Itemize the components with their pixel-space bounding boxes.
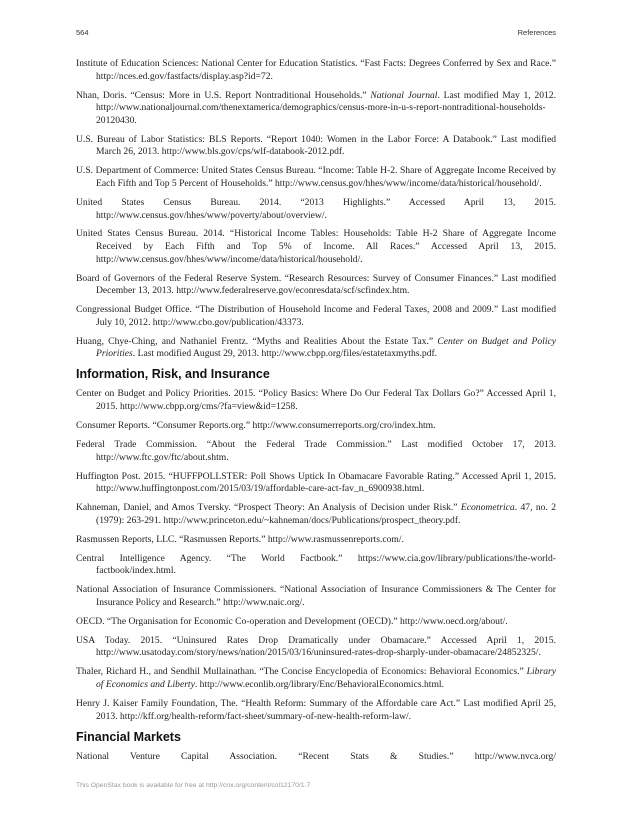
section-heading: Information, Risk, and Insurance <box>76 367 270 382</box>
reference-group <box>76 751 556 764</box>
reference-entry: U.S. Department of Commerce: United States Census Bureau. “Income: Table H-2. Share of Aggregate Income Received by Each Fifth and Top 5 Percent of Households.” http://www.census.gov/hhes/www/income/data/historical/household/. <box>76 165 556 189</box>
reference-text: . http://www.econlib.org/library/Enc/BehavioralEconomics.html. <box>194 678 444 690</box>
reference-entry: Congressional Budget Office. “The Distribution of Household Income and Federal Taxes, 2008 and 2009.” Last modified July 10, 2012. http://www.cbo.gov/publication/43373. <box>76 304 556 328</box>
reference-group <box>76 388 556 723</box>
reference-entry: Board of Governors of the Federal Reserve System. “Research Resources: Survey of Consumer Finances.” Last modified December 13, 2013. http://www.federalreserve.gov/econresdata/scf/scfindex.htm. <box>76 272 556 297</box>
reference-entry: Henry J. Kaiser Family Foundation, The. “Health Reform: Summary of the Affordable care Act.” Last modified April 25, 2013. http://kff.org/health-reform/fact-sheet/summary-of-new-health-reform-law/. <box>76 697 556 722</box>
italic-title: National Journal <box>370 89 438 101</box>
italic-title: Econometrica <box>460 502 515 514</box>
footer-note: This OpenStax book is available for free at http://cnx.org/content/col12170/1.7 <box>76 782 311 789</box>
reference-entry: United States Census Bureau. 2014. “2013 Highlights.” Accessed April 13, 2015. http://www.census.gov/hhes/www/poverty/about/overview/. <box>76 196 556 221</box>
reference-entry <box>76 666 556 691</box>
section-title: References <box>517 28 556 37</box>
reference-entry: U.S. Bureau of Labor Statistics: BLS Reports. “Report 1040: Women in the Labor Force: A Databook.” Last modified March 26, 2013. http://www.bls.gov/cps/wlf-databook-2012.pdf. <box>76 133 556 158</box>
reference-entry <box>76 90 556 128</box>
section-heading: Financial Markets <box>76 729 181 744</box>
reference-entry: Consumer Reports. “Consumer Reports.org.” http://www.consumerreports.org/cro/index.htm. <box>76 419 436 431</box>
reference-entry: Federal Trade Commission. “About the Federal Trade Commission.” Last modified October 17, 2013. http://www.ftc.gov/ftc/about.shtm. <box>76 438 556 463</box>
page-number: 564 <box>76 28 89 37</box>
reference-entry: Huffington Post. 2015. “HUFFPOLLSTER: Poll Shows Uptick In Obamacare Favorable Rating.” Accessed April 1, 2015. http://www.huffingtonpost.com/2015/03/19/affordable-care-act-fav_n_6900938.html. <box>76 470 556 495</box>
reference-entry: United States Census Bureau. 2014. “Historical Income Tables: Households: Table H-2 Share of Aggregate Income Received by Each Fifth and Top 5% of Income. All Races.” Accessed April 13, 2015. http://www.census.gov/hhes/www/income/data/historical/household/. <box>76 228 556 265</box>
reference-entry: National Association of Insurance Commissioners. “National Association of Insurance Commissioners & The Center for Insurance Policy and Research.” http://www.naic.org/. <box>76 584 556 608</box>
italic-title: Library of Economics and Liberty <box>96 666 556 690</box>
reference-text: . 47, no. 2 (1979): 263-291. http://www.princeton.edu/~kahneman/docs/Publications/prospect_theory.pdf. <box>96 502 556 526</box>
reference-group <box>76 58 556 361</box>
reference-text: . Last modified May 1, 2012. http://www.nationaljournal.com/thenextamerica/demographics/census-more-in-u-s-report-nontraditional-households-20120430. <box>96 89 556 126</box>
reference-entry <box>76 502 556 527</box>
reference-entry: Rasmussen Reports, LLC. “Rasmussen Reports.” http://www.rasmussenreports.com/. <box>76 533 404 545</box>
reference-text: Huang, Chye-Ching, and Nathaniel Frentz. “Myths and Realities About the Estate Tax.” <box>76 335 438 347</box>
reference-entry: Central Intelligence Agency. “The World Factbook.” https://www.cia.gov/library/publications/the-world-factbook/index.html. <box>76 552 556 577</box>
reference-entry: National Venture Capital Association. “Recent Stats & Studies.” http://www.nvca.org/ <box>76 750 556 762</box>
reference-entry: USA Today. 2015. “Uninsured Rates Drop Dramatically under Obamacare.” Accessed April 1, 2015. http://www.usatoday.com/story/news/nation/2015/03/16/uninsured-rates-drop-sharply-under-obamacare/24852325/. <box>76 634 556 659</box>
reference-text: Kahneman, Daniel, and Amos Tversky. “Prospect Theory: An Analysis of Decision under Risk.” <box>76 502 461 514</box>
reference-text: . Last modified August 29, 2013. http://www.cbpp.org/files/estatetaxmyths.pdf. <box>132 348 438 360</box>
reference-entry: Center on Budget and Policy Priorities. 2015. “Policy Basics: Where Do Our Federal Tax Dollars Go?” Accessed April 1, 2015. http://www.cbpp.org/cms/?fa=view&id=1258. <box>76 388 556 412</box>
reference-text: Nhan, Doris. “Census: More in U.S. Report Nontraditional Households.” <box>76 89 371 101</box>
italic-title: Center on Budget and Policy Priorities <box>96 335 557 360</box>
reference-entry <box>76 336 556 361</box>
reference-entry: OECD. “The Organisation for Economic Co-operation and Development (OECD).” http://www.oecd.org/about/. <box>76 615 508 627</box>
reference-entry: Institute of Education Sciences: National Center for Education Statistics. “Fast Facts: Degrees Conferred by Sex and Race.” http://nces.ed.gov/fastfacts/display.asp?id=72. <box>76 58 556 82</box>
reference-list <box>76 58 556 770</box>
reference-text: Thaler, Richard H., and Sendhil Mullainathan. “The Concise Encyclopedia of Economics: Behavioral Economics.” <box>76 666 527 678</box>
